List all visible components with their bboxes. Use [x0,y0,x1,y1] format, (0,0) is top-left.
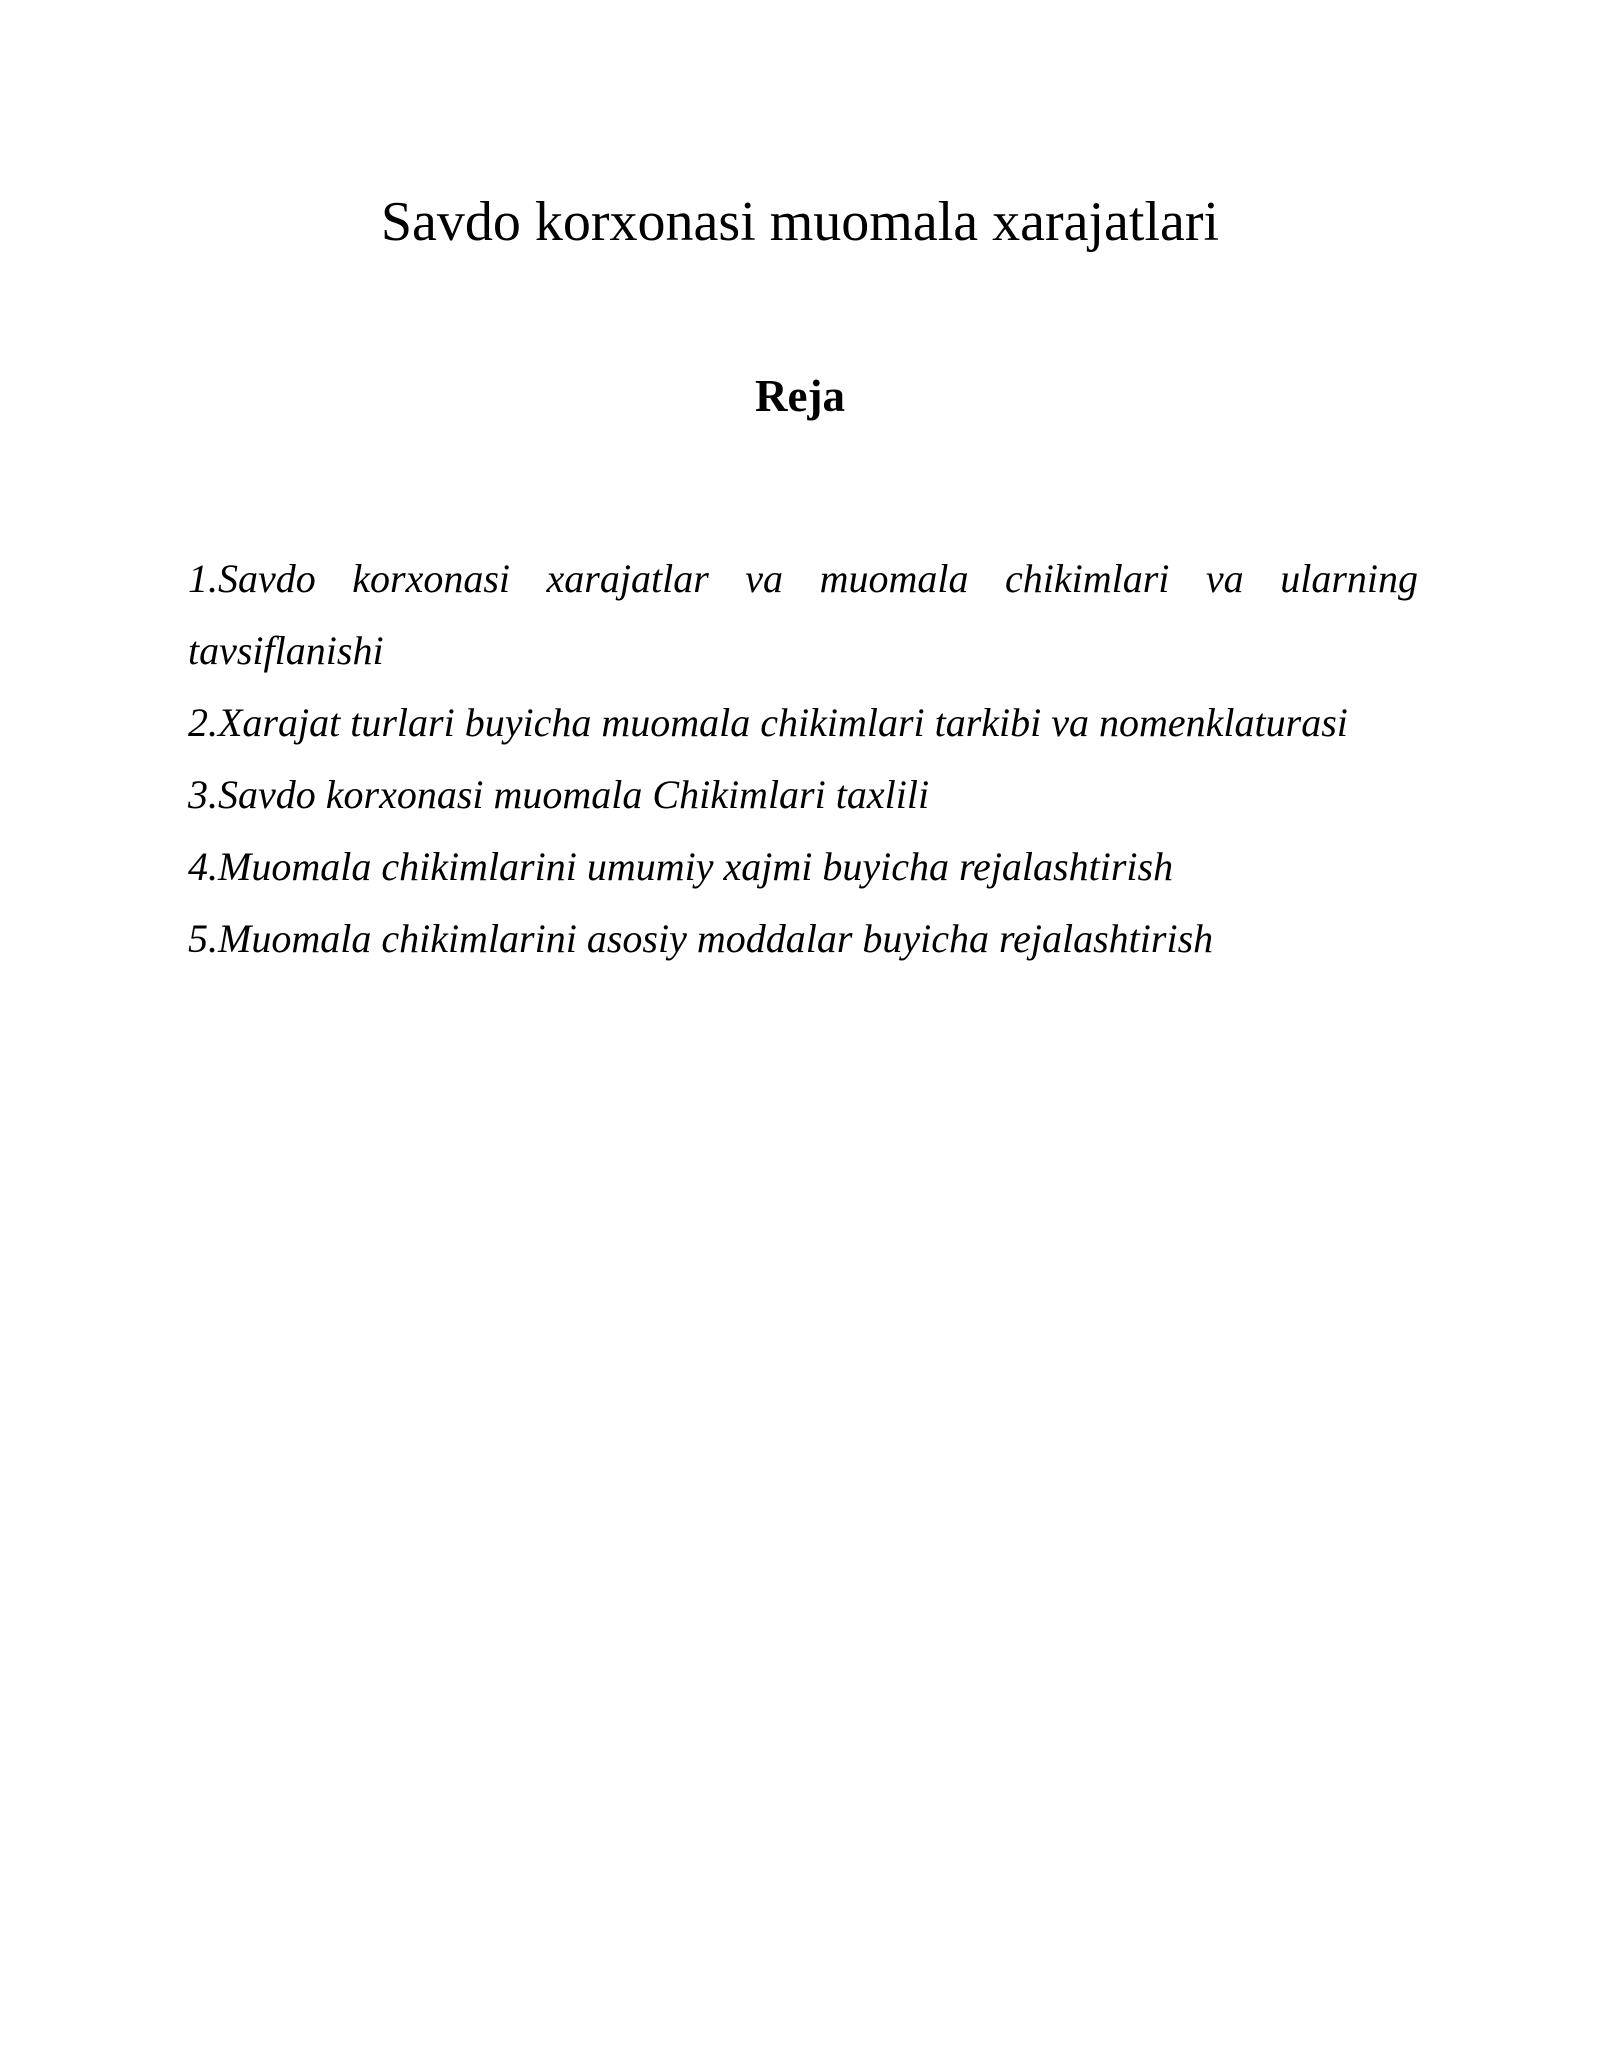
plan-item-1 [188,543,1418,687]
plan-item-4: 4.Muomala chikimlarini umumiy xajmi buyicha rejalashtirish [188,844,1174,889]
plan-heading: Reja [755,371,845,421]
plan-item-2: 2.Xarajat turlari buyicha muomala chikimlari tarkibi va nomenklaturasi [188,700,1348,745]
page-title: Savdo korxonasi muomala xarajatlari [380,191,1220,253]
plan-item-1-line-1: 1.Savdo korxonasi xarajatlar va muomala chikimlari va ularning [188,556,1418,601]
plan-item-5: 5.Muomala chikimlarini asosiy moddalar buyicha rejalashtirish [188,916,1214,961]
plan-item-1-line-2: tavsiflanishi [188,628,384,673]
plan-list [188,543,1418,975]
plan-item-3: 3.Savdo korxonasi muomala Chikimlari taxlili [188,772,930,817]
